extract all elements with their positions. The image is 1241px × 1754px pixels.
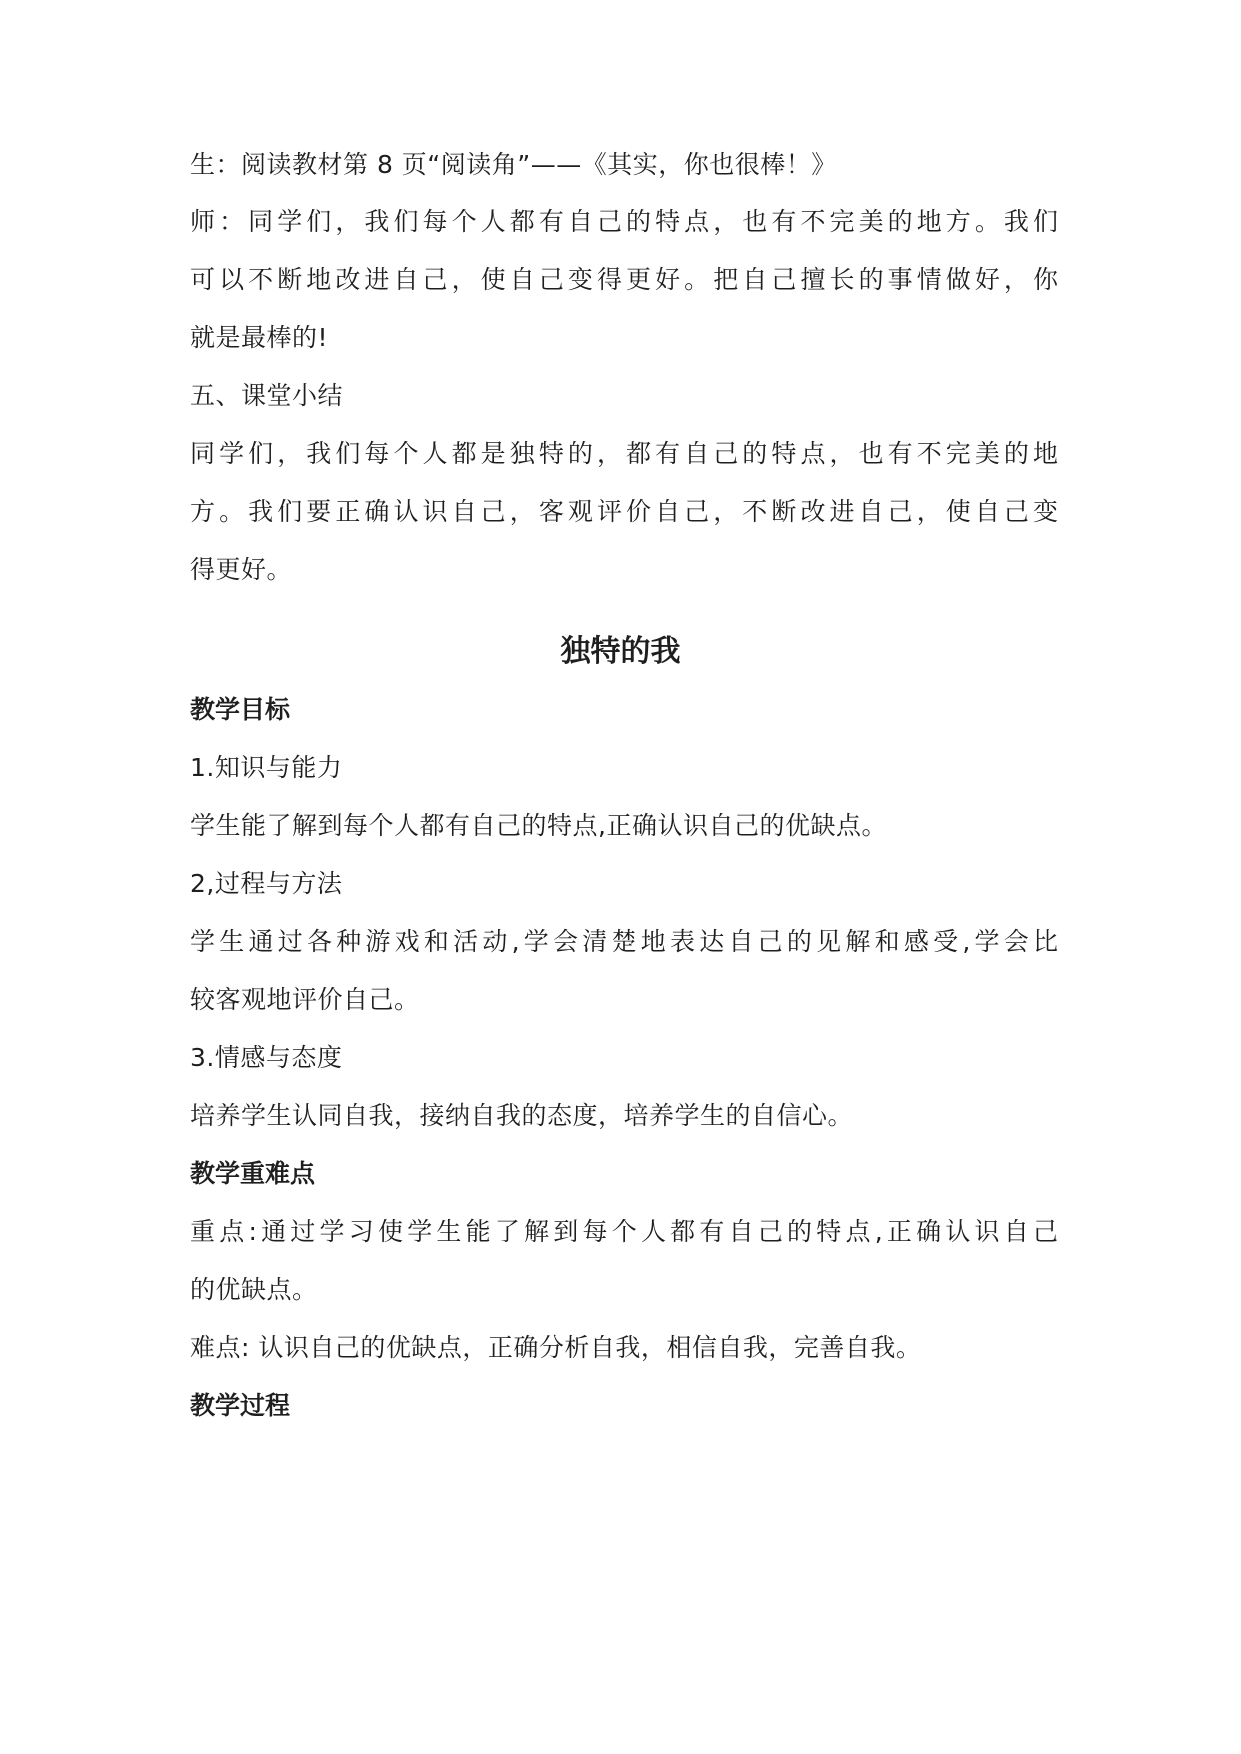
goal3-heading: 3.情感与态度 (190, 1043, 343, 1072)
summary-heading: 五、课堂小结 (190, 381, 344, 410)
goal3-text: 培养学生认同自我，接纳自我的态度，培养学生的自信心。 (190, 1101, 854, 1130)
student-reading-line: 生：阅读教材第 8 页“阅读角”——《其实，你也很棒！》 (190, 150, 837, 179)
key-point-line-1: 重点:通过学习使学生能了解到每个人都有自己的特点,正确认识自己 (190, 1217, 1058, 1246)
summary-line-3: 得更好。 (190, 555, 293, 584)
goal1-heading: 1.知识与能力 (190, 753, 343, 782)
difficult-point: 难点: 认识自己的优缺点，正确分析自我，相信自我，完善自我。 (190, 1333, 922, 1362)
teacher-speech-line-1: 师：同学们，我们每个人都有自己的特点，也有不完美的地方。我们 (190, 207, 1058, 236)
process-heading: 教学过程 (190, 1391, 291, 1420)
goal2-line-1: 学生通过各种游戏和活动,学会清楚地表达自己的见解和感受,学会比 (190, 927, 1058, 956)
teacher-speech-line-3: 就是最棒的! (190, 323, 329, 352)
key-point-line-2: 的优缺点。 (190, 1275, 318, 1304)
keypoints-heading: 教学重难点 (190, 1159, 316, 1188)
summary-line-1: 同学们，我们每个人都是独特的，都有自己的特点，也有不完美的地 (190, 439, 1058, 468)
teacher-speech-line-2: 可以不断地改进自己，使自己变得更好。把自己擅长的事情做好，你 (190, 265, 1058, 294)
goal2-line-2: 较客观地评价自己。 (190, 985, 420, 1014)
summary-line-2: 方。我们要正确认识自己，客观评价自己，不断改进自己，使自己变 (190, 497, 1058, 526)
lesson-title: 独特的我 (560, 634, 681, 669)
goal1-text: 学生能了解到每个人都有自己的特点,正确认识自己的优缺点。 (190, 811, 887, 840)
goal2-heading: 2,过程与方法 (190, 869, 343, 898)
goals-heading: 教学目标 (190, 695, 291, 724)
